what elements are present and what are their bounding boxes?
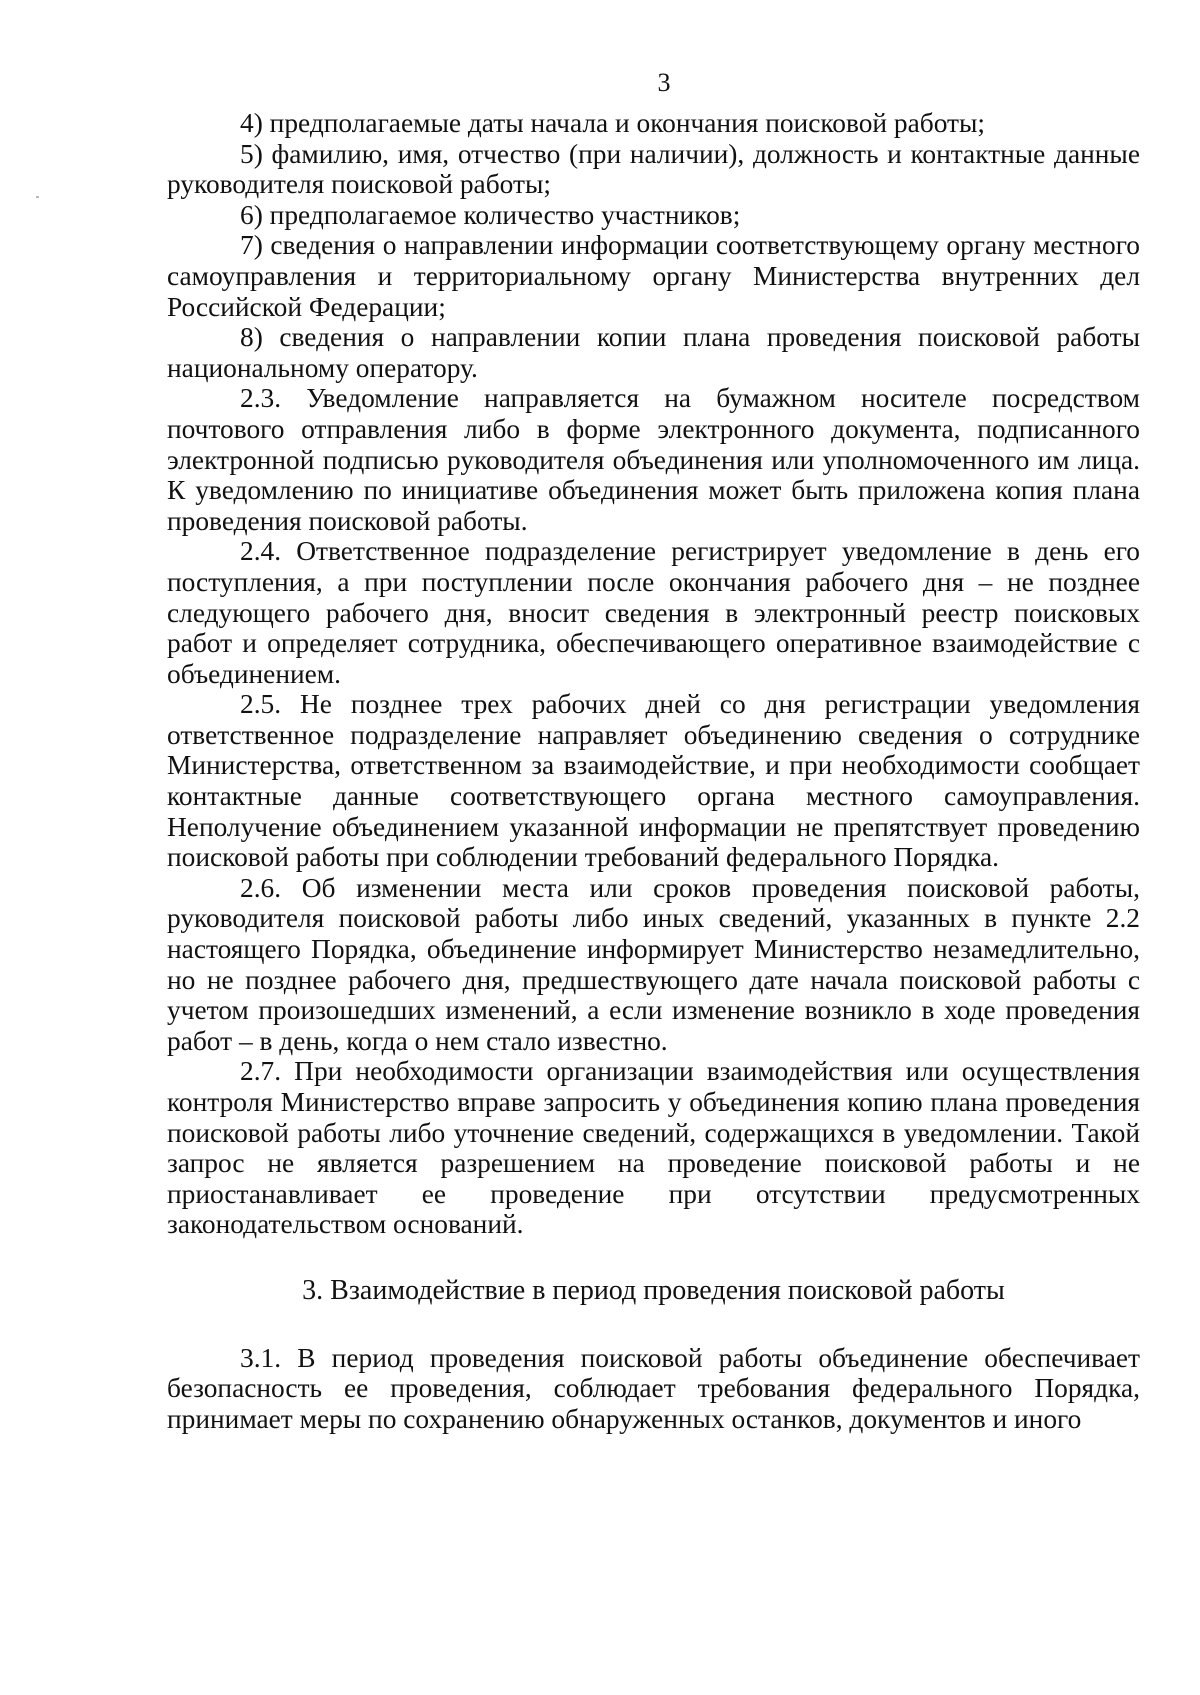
paragraph-2-3: 2.3. Уведомление направляется на бумажном носителе посредством почтового отправления либо в форме электронного документа, подписанного электронной подписью руководителя объединения или уполномоченного им лица. К уведомлению по инициативе объединения может быть приложена копия плана проведения поисковой работы. [167, 383, 1140, 536]
paragraph-2-4: 2.4. Ответственное подразделение регистрирует уведомление в день его поступления, а при поступлении после окончания рабочего дня – не позднее следующего рабочего дня, вносит сведения в электронный реестр поисковых работ и определяет сотрудника, обеспечивающего оперативное взаимодействие с объединением. [167, 536, 1140, 689]
scan-speck [36, 196, 39, 198]
paragraph-item-6: 6) предполагаемое количество участников; [240, 199, 741, 230]
paragraph-2-5: 2.5. Не позднее трех рабочих дней со дня регистрации уведомления ответственное подразделение направляет объединению сведения о сотруднике Министерства, ответственном за взаимодействие, и при необходимости сообщает контактные данные соответствующего органа местного самоуправления. Неполучение объединением указанной информации не препятствует проведению поисковой работы при соблюдении требований федерального Порядка. [167, 689, 1140, 873]
paragraph-item-7: 7) сведения о направлении информации соответствующему органу местного самоуправления и территориальному органу Министерства внутренних дел Российской Федерации; [167, 230, 1140, 322]
paragraph-2-6: 2.6. Об изменении места или сроков проведения поисковой работы, руководителя поисковой работы либо иных сведений, указанных в пункте 2.2 настоящего Порядка, объединение информирует Министерство незамедлительно, но не позднее рабочего дня, предшествующего дате начала поисковой работы с учетом произошедших изменений, а если изменение возникло в ходе проведения работ – в день, когда о нем стало известно. [167, 872, 1140, 1056]
paragraph-item-5: 5) фамилию, имя, отчество (при наличии), должность и контактные данные руководителя поисковой работы; [167, 138, 1140, 200]
paragraph-2-7: 2.7. При необходимости организации взаимодействия или осуществления контроля Министерство вправе запросить у объединения копию плана проведения поисковой работы либо уточнение сведений, содержащихся в уведомлении. Такой запрос не является разрешением на проведение поисковой работы и не приостанавливает ее проведение при отсутствии предусмотренных законодательством оснований. [167, 1056, 1140, 1240]
page-number: 3 [657, 68, 671, 97]
document-body [167, 108, 1140, 1434]
paragraph-item-8: 8) сведения о направлении копии плана проведения поисковой работы национальному оператору. [167, 322, 1140, 383]
section-heading: 3. Взаимодействие в период проведения поисковой работы [302, 1274, 1005, 1306]
paragraph-item-4: 4) предполагаемые даты начала и окончания поисковой работы; [240, 108, 986, 138]
paragraph-3-1: 3.1. В период проведения поисковой работы объединение обеспечивает безопасность ее проведения, соблюдает требования федерального Порядка, принимает меры по сохранению обнаруженных останков, документов и иного [167, 1342, 1140, 1434]
